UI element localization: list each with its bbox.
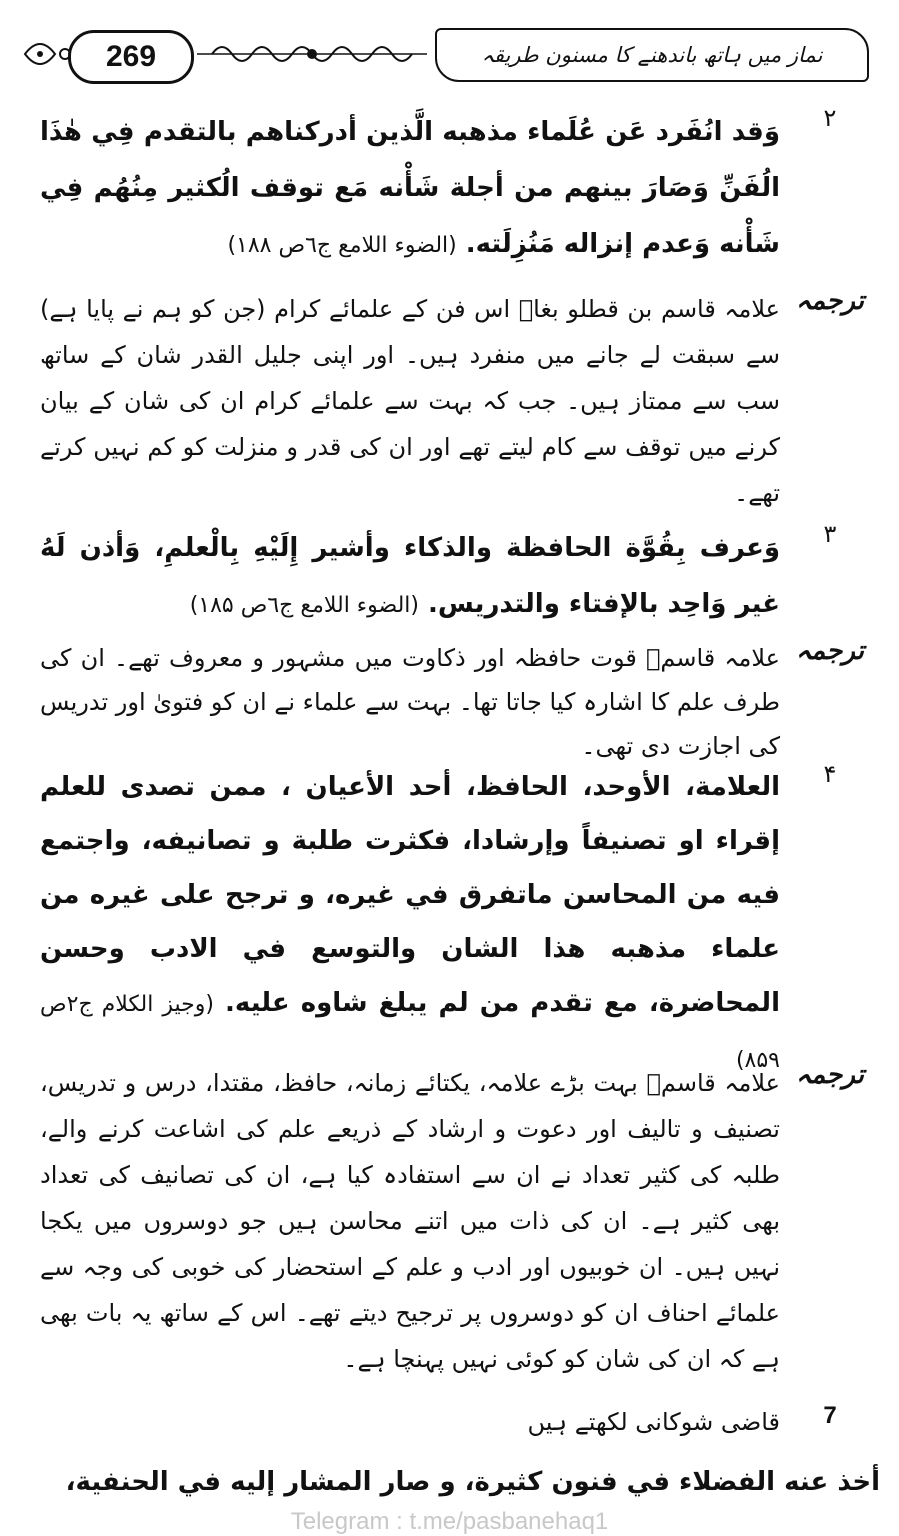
entry-7 — [20, 1402, 880, 1450]
page-number: 269 — [105, 40, 157, 73]
reference: (وجيز الكلام ج٢ص ۸۵۹) — [40, 992, 780, 1073]
urdu-text: علامہ قاسم بن قطلو بغاؒ اس فن کے علمائے کرام (جن کو ہم نے پایا ہے) سے سبقت لے جانے میں منفرد ہیں۔ اور اپنی جلیل القدر شان کے ساتھ سب سے ممتاز ہیں۔ جب کہ بہت سے علمائے کرام ان کی شان کے بیان کرنے میں توقف سے کام لیتے تھے اور ان کی قدر و منزلت کو کم نہیں کرتے تھے۔ — [40, 295, 780, 507]
entry-4-arabic — [20, 760, 880, 1073]
arabic-text: وَعرف بِقُوَّة الحافظة والذكاء وأشير إِلَيْهِ بِالْعلمِ، وَأذن لَهُ غير وَاحِد بالإفتاء والتدريس. — [40, 533, 780, 619]
arabic-text: أخذ عنه الفضلاء في فنون كثيرة، و صار المشار إليه في الحنفية، — [65, 1467, 880, 1497]
middle-ornament-icon — [192, 32, 432, 76]
entry-2-arabic — [20, 104, 880, 274]
chapter-title: نماز میں ہاتھ باندھنے کا مسنون طریقہ — [481, 43, 823, 67]
entry-translation-2 — [20, 636, 880, 760]
entry-3-arabic — [20, 520, 880, 630]
arabic-quote — [40, 760, 780, 1088]
arabic-text: وَقد انُفَرد عَن عُلَماء مذهبه الَّذين أدركناهم بالتقدم فِي هٰذَا الُفَنِّ وَصَارَ بينهم من أجلة شَأْنه مَع توقف الُكثير مِنُهُم فِي شَأْنه وَعدم إنزاله مَنُزِلَته. — [40, 117, 780, 259]
translation-label: ترجمہ — [796, 1060, 864, 1090]
arabic-text: العلامة، الأوحد، الحافظ، أحد الأعيان ، ممن تصدى للعلم إقراء او تصنيفاً وإرشادا، فكثرت طلبة و تصانيفه، واجتمع فيه من المحاسن ماتفرق في غيره، و ترجح على غيره من علماء مذهبه هذا الشان والتوسع في الادب وحسن المحاضرة، مع تقدم من لم يبلغ شاوه عليه. — [40, 772, 780, 1018]
urdu-translation — [40, 286, 780, 516]
urdu-translation — [40, 636, 780, 768]
translation-label: ترجمہ — [796, 286, 864, 316]
arabic-quote — [40, 520, 780, 634]
chapter-title-box — [435, 28, 869, 82]
entry-translation-1 — [20, 286, 880, 506]
entry-7-arabic — [20, 1454, 880, 1504]
arabic-quote — [40, 104, 780, 274]
urdu-text: قاضی شوکانی لکھتے ہیں — [527, 1408, 780, 1436]
arabic-quote — [40, 1454, 880, 1510]
reference: (الضوء اللامع ج٦ص ۱۸۵) — [189, 593, 419, 618]
page-number-badge — [68, 30, 194, 84]
reference: (الضوء اللامع ج٦ص ۱۸۸) — [227, 233, 457, 258]
translation-label: ترجمہ — [796, 636, 864, 666]
entry-number: ۲ — [823, 104, 837, 132]
urdu-translation — [40, 1060, 780, 1382]
entry-number: ۴ — [823, 760, 837, 788]
urdu-text: علامہ قاسمؒ قوت حافظہ اور ذکاوت میں مشہور و معروف تھے۔ ان کی طرف علم کا اشارہ کیا جاتا تھا۔ بہت سے علماء نے ان کو فتویٰ اور تدریس کی اجازت دی تھی۔ — [40, 644, 780, 760]
entry-number: ۳ — [823, 520, 837, 548]
urdu-heading — [40, 1402, 780, 1442]
entry-translation-3 — [20, 1060, 880, 1400]
watermark: Telegram : t.me/pasbanehaq1 — [290, 1508, 609, 1535]
entry-number: 7 — [823, 1402, 837, 1429]
urdu-text: علامہ قاسمؒ بہت بڑے علامہ، یکتائے زمانہ، حافظ، مقتدا، درس و تدریس، تصنیف و تالیف اور دعوت و ارشاد کے ذریعے علم کی اشاعت کرنے والے، طلبہ کی کثیر تعداد نے ان سے استفادہ کیا ہے، ان کی تصانیف کی تعداد بھی کثیر ہے۔ ان کی ذات میں اتنے محاسن ہیں جو دوسروں میں یکجا نہیں ہیں۔ ان خوبیوں اور ادب و علم کے استحضار کی خوبی کی وجہ سے علمائے احناف ان کو دوسروں پر ترجیح دیتے تھے۔ اس کے ساتھ یہ بات بھی ہے کہ ان کی شان کو کوئی نہیں پہنچا ہے۔ — [40, 1069, 780, 1373]
page-header — [20, 22, 880, 86]
